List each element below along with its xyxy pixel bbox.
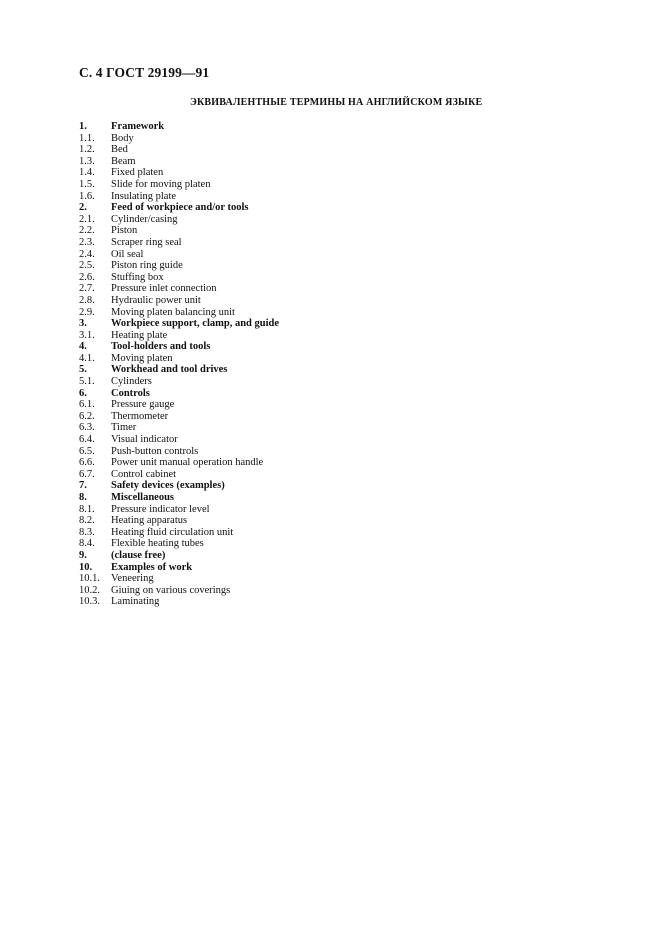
term-row bbox=[79, 538, 599, 550]
term-number: 2.3. bbox=[79, 236, 95, 248]
term-heading-row bbox=[79, 562, 599, 574]
term-number: 6.3. bbox=[79, 422, 95, 434]
term-number: 5.1. bbox=[79, 376, 95, 388]
term-row bbox=[79, 330, 599, 342]
term-number: 4.1. bbox=[79, 352, 95, 364]
term-number: 4. bbox=[79, 341, 87, 353]
term-text: Beam bbox=[111, 155, 136, 167]
term-row bbox=[79, 225, 599, 237]
term-text: Cylinder/casing bbox=[111, 213, 178, 225]
term-row bbox=[79, 399, 599, 411]
term-row bbox=[79, 133, 599, 145]
term-text: (clause free) bbox=[111, 549, 166, 561]
term-text: Oil seal bbox=[111, 248, 144, 260]
term-row bbox=[79, 353, 599, 365]
term-row bbox=[79, 179, 599, 191]
term-text: Insulating plate bbox=[111, 190, 177, 202]
term-text: Timer bbox=[111, 422, 137, 434]
term-row bbox=[79, 585, 599, 597]
term-number: 10.1. bbox=[79, 573, 100, 585]
term-text: Thermometer bbox=[111, 410, 169, 422]
term-number: 2.6. bbox=[79, 271, 95, 283]
term-text: Body bbox=[111, 132, 134, 144]
term-text: Stuffing box bbox=[111, 271, 164, 283]
term-number: 1.2. bbox=[79, 144, 95, 156]
term-number: 8.1. bbox=[79, 503, 95, 515]
term-text: Veneering bbox=[111, 573, 154, 585]
term-text: Moving platen balancing unit bbox=[111, 306, 235, 318]
term-text: Framework bbox=[111, 121, 165, 132]
term-row bbox=[79, 237, 599, 249]
term-number: 8.2. bbox=[79, 515, 95, 527]
term-number: 1.4. bbox=[79, 167, 95, 179]
term-text: Pressure indicator level bbox=[111, 503, 210, 515]
term-heading-row bbox=[79, 480, 599, 492]
term-number: 3. bbox=[79, 318, 87, 330]
term-row bbox=[79, 515, 599, 527]
term-row bbox=[79, 260, 599, 272]
term-row bbox=[79, 272, 599, 284]
term-row bbox=[79, 307, 599, 319]
term-row bbox=[79, 457, 599, 469]
term-text: Piston ring guide bbox=[111, 260, 183, 272]
term-row bbox=[79, 295, 599, 307]
term-number: 8.3. bbox=[79, 526, 95, 538]
term-number: 2.9. bbox=[79, 306, 95, 318]
term-text: Heating apparatus bbox=[111, 515, 188, 527]
term-text: Examples of work bbox=[111, 561, 193, 573]
term-text: Controls bbox=[111, 387, 150, 399]
term-number: 10.3. bbox=[79, 596, 100, 608]
term-heading-row bbox=[79, 341, 599, 353]
term-number: 9. bbox=[79, 549, 87, 561]
section-title: ЭКВИВАЛЕНТНЫЕ ТЕРМИНЫ НА АНГЛИЙСКОМ ЯЗЫКЕ bbox=[190, 97, 483, 108]
term-row bbox=[79, 596, 599, 608]
term-text: Pressure gauge bbox=[111, 399, 175, 411]
term-heading-row bbox=[79, 121, 599, 133]
term-number: 6.5. bbox=[79, 445, 95, 457]
term-text: Hydraulic power unit bbox=[111, 294, 201, 306]
term-text: Push-button controls bbox=[111, 445, 199, 457]
term-text: Workpiece support, clamp, and guide bbox=[111, 318, 280, 330]
term-text: Tool-holders and tools bbox=[111, 341, 211, 353]
term-number: 2.5. bbox=[79, 260, 95, 272]
term-number: 8.4. bbox=[79, 538, 95, 550]
term-number: 3.1. bbox=[79, 329, 95, 341]
term-number: 5. bbox=[79, 364, 87, 376]
term-number: 2.1. bbox=[79, 213, 95, 225]
term-text: Feed of workpiece and/or tools bbox=[111, 202, 249, 214]
term-heading-row bbox=[79, 492, 599, 504]
term-text: Workhead and tool drives bbox=[111, 364, 228, 376]
term-number: 2.7. bbox=[79, 283, 95, 295]
term-row bbox=[79, 446, 599, 458]
term-text: Heating plate bbox=[111, 329, 168, 341]
term-number: 10.2. bbox=[79, 584, 100, 596]
term-number: 10. bbox=[79, 561, 93, 573]
term-row bbox=[79, 249, 599, 261]
term-text: Cylinders bbox=[111, 376, 152, 388]
term-number: 1. bbox=[79, 121, 87, 132]
term-list bbox=[79, 121, 599, 608]
term-text: Safety devices (examples) bbox=[111, 480, 225, 492]
term-number: 1.5. bbox=[79, 178, 95, 190]
term-number: 2.8. bbox=[79, 294, 95, 306]
term-row bbox=[79, 434, 599, 446]
term-number: 1.1. bbox=[79, 132, 95, 144]
term-text: Control cabinet bbox=[111, 468, 177, 480]
term-number: 1.6. bbox=[79, 190, 95, 202]
term-row bbox=[79, 411, 599, 423]
term-text: Scraper ring seal bbox=[111, 236, 182, 248]
term-row bbox=[79, 504, 599, 516]
term-text: Miscellaneous bbox=[111, 492, 174, 503]
term-text: Flexible heating tubes bbox=[111, 538, 204, 550]
term-row bbox=[79, 527, 599, 539]
term-number: 6.6. bbox=[79, 457, 95, 469]
term-number: 6. bbox=[79, 387, 87, 399]
term-text: Power unit manual operation handle bbox=[111, 457, 264, 469]
term-number: 6.4. bbox=[79, 434, 95, 446]
term-row bbox=[79, 573, 599, 585]
term-text: Bed bbox=[111, 144, 128, 156]
term-number: 7. bbox=[79, 480, 87, 492]
term-text: Fixed platen bbox=[111, 167, 164, 179]
term-number: 8. bbox=[79, 492, 87, 503]
term-heading-row bbox=[79, 202, 599, 214]
term-heading-row bbox=[79, 364, 599, 376]
term-row bbox=[79, 167, 599, 179]
term-text: Laminating bbox=[111, 596, 160, 608]
page-header: С. 4 ГОСТ 29199—91 bbox=[79, 65, 210, 80]
term-row bbox=[79, 469, 599, 481]
term-text: Heating fluid circulation unit bbox=[111, 526, 234, 538]
term-heading-row bbox=[79, 550, 599, 562]
term-text: Pressure inlet connection bbox=[111, 283, 217, 295]
term-number: 6.1. bbox=[79, 399, 95, 411]
term-text: Visual indicator bbox=[111, 434, 178, 446]
term-number: 6.2. bbox=[79, 410, 95, 422]
term-heading-row bbox=[79, 388, 599, 400]
term-number: 2. bbox=[79, 202, 87, 214]
term-row bbox=[79, 191, 599, 203]
term-row bbox=[79, 144, 599, 156]
term-text: Piston bbox=[111, 225, 138, 237]
term-heading-row bbox=[79, 318, 599, 330]
term-number: 2.2. bbox=[79, 225, 95, 237]
term-text: Giuing on various coverings bbox=[111, 584, 231, 596]
term-number: 6.7. bbox=[79, 468, 95, 480]
term-number: 2.4. bbox=[79, 248, 95, 260]
term-row bbox=[79, 214, 599, 226]
term-row bbox=[79, 283, 599, 295]
term-number: 1.3. bbox=[79, 155, 95, 167]
term-row bbox=[79, 376, 599, 388]
term-text: Moving platen bbox=[111, 352, 173, 364]
term-text: Slide for moving platen bbox=[111, 178, 211, 190]
term-row bbox=[79, 422, 599, 434]
term-row bbox=[79, 156, 599, 168]
